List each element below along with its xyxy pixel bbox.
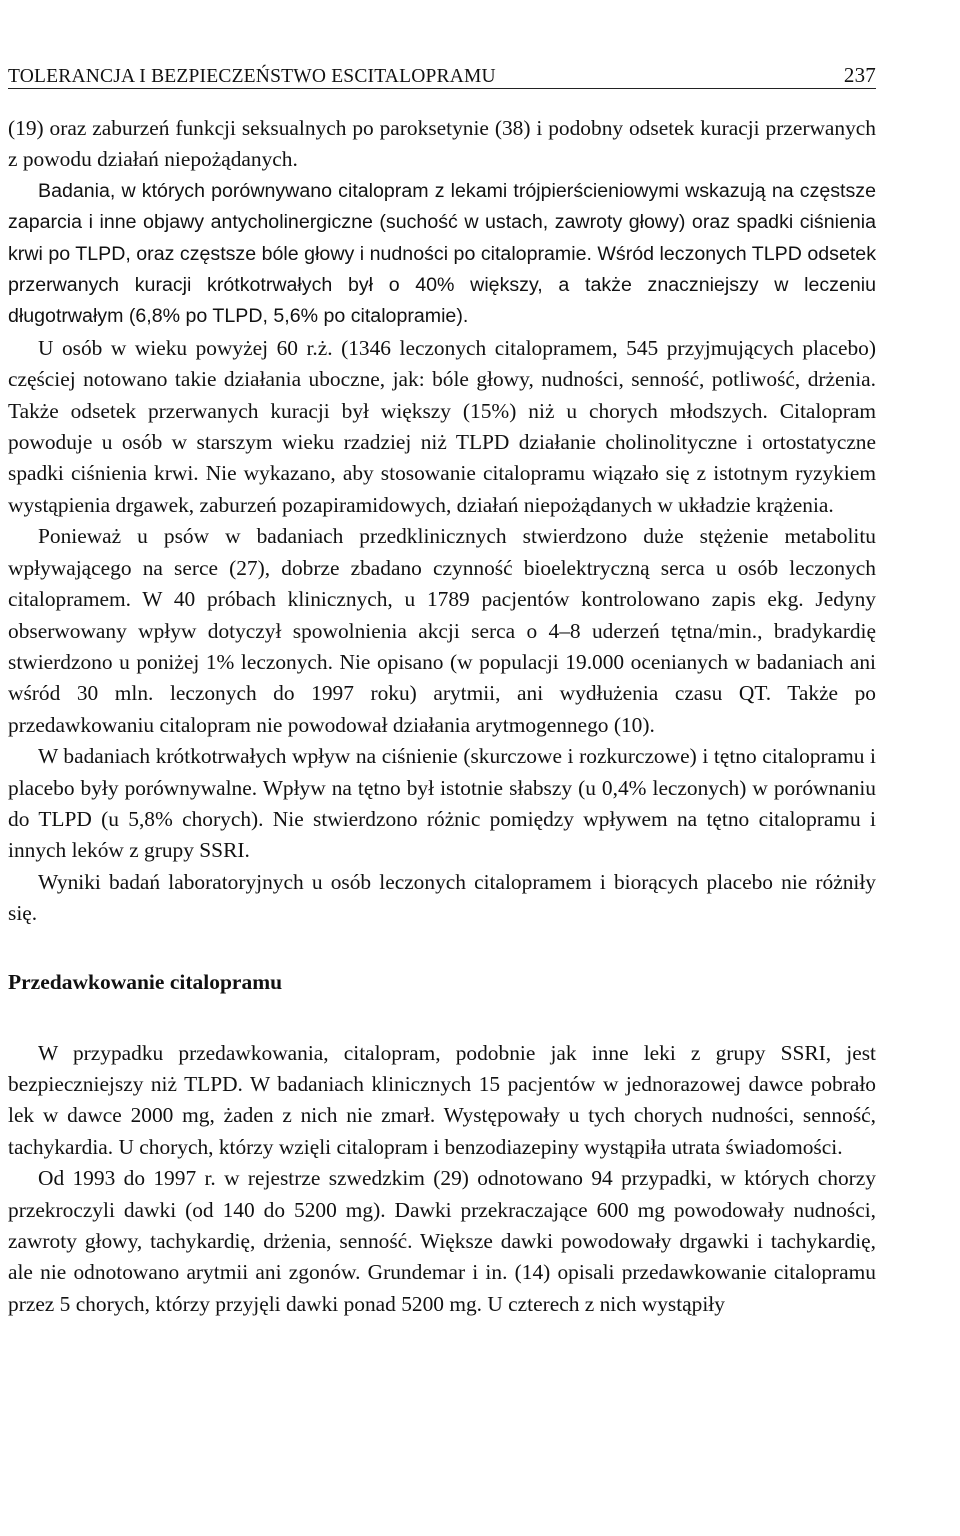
running-title: TOLERANCJA I BEZPIECZEŃSTWO ESCITALOPRAMU	[8, 66, 496, 87]
paragraph: Od 1993 do 1997 r. w rejestrze szwedzkim (29) odnotowano 94 przypadki, w których chorzy przekroczyli dawki (od 140 do 5200 mg). Dawki przekraczające 600 mg powodowały nudności, zawroty głowy, tachykardię, drżenia, senność. Większe dawki powodowały drgawki i tachykardię, ale nie odnotowano arytmii ani zgonów. Grundemar i in. (14) opisali przedawkowanie citalopramu przez 5 chorych, którzy przyjęli dawki ponad 5200 mg. U czterech z nich wystąpiły	[8, 1166, 876, 1316]
paragraph: Badania, w których porównywano citalopram z lekami trójpierścieniowymi wskazują na częstsze zaparcia i inne objawy antycholinergiczne (suchość w ustach, zawroty głowy) oraz spadki ciśnienia krwi po TLPD, oraz częstsze bóle głowy i nudności po citalopramie. Wśród leczonych TLPD odsetek przerwanych kuracji krótkotrwałych był o 40% większy, a także znaczniejszy w leczeniu długotrwałym (6,8% po TLPD, 5,6% po citalopramie).	[8, 179, 876, 328]
paragraph: Ponieważ u psów w badaniach przedklinicznych stwierdzono duże stężenie metabolitu wpływającego na serce (27), dobrze zbadano czynność bioelektryczną serca u osób leczonych citalopramem. W 40 próbach klinicznych, u 1789 pacjentów kontrolowano zapis ekg. Jedyny obserwowany wpływ dotyczył spowolnienia akcji serca o 4–8 uderzeń tętna/min., bradykardię stwierdzono u poniżej 1% leczonych. Nie opisano (w populacji 19.000 ocenianych w badaniach ani wśród 30 mln. leczonych do 1997 roku) arytmii, ani wydłużenia czasu QT. Także po przedawkowaniu citalopram nie powodował działania arytmogennego (10).	[8, 524, 876, 737]
paragraph: U osób w wieku powyżej 60 r.ż. (1346 leczonych citalopramem, 545 przyjmujących placebo) częściej notowano takie działania uboczne, jak: bóle głowy, nudności, senność, potliwość, drżenia. Także odsetek przerwanych kuracji był większy (15%) niż u chorych młodszych. Citalopram powoduje u osób w starszym wieku rzadziej niż TLPD działanie cholinolityczne i ortostatyczne spadki ciśnienia krwi. Nie wykazano, aby stosowanie citalopramu wiązało się z istotnym ryzykiem wystąpienia drgawek, zaburzeń pozapiramidowych, działań niepożądanych w układzie krążenia.	[8, 335, 876, 517]
paragraph: (19) oraz zaburzeń funkcji seksualnych po paroksetynie (38) i podobny odsetek kuracji przerwanych z powodu działań niepożądanych.	[8, 116, 876, 172]
paragraphs-part2	[8, 1038, 876, 1321]
paragraph: W badaniach krótkotrwałych wpływ na ciśnienie (skurczowe i rozkurczowe) i tętno citalopramu i placebo były porównywalne. Wpływ na tętno był istotnie słabszy (u 0,4% leczonych) w porównaniu do TLPD (u 5,8% chorych). Nie stwierdzono różnic pomiędzy wpływem na tętno citalopramu i innych leków z grupy SSRI.	[8, 744, 876, 863]
running-header	[8, 54, 876, 89]
book-page	[8, 54, 876, 1320]
paragraph: W przypadku przedawkowania, citalopram, podobnie jak inne leki z grupy SSRI, jest bezpieczniejszy niż TLPD. W badaniach klinicznych 15 pacjentów w jednorazowej dawce pobrało lek w dawce 2000 mg, żaden z nich nie zmarł. Występowały u tych chorych nudności, senność, tachykardia. U chorych, którzy wzięli citalopram i benzodiazepiny wystąpiła utrata świadomości.	[8, 1040, 876, 1159]
page-number: 237	[843, 63, 876, 87]
section-heading: Przedawkowanie citalopramu	[8, 969, 283, 994]
body-text	[8, 113, 876, 1320]
paragraphs-part1	[8, 113, 876, 930]
paragraph: Wyniki badań laboratoryjnych u osób leczonych citalopramem i biorących placebo nie różniły się.	[8, 869, 876, 926]
